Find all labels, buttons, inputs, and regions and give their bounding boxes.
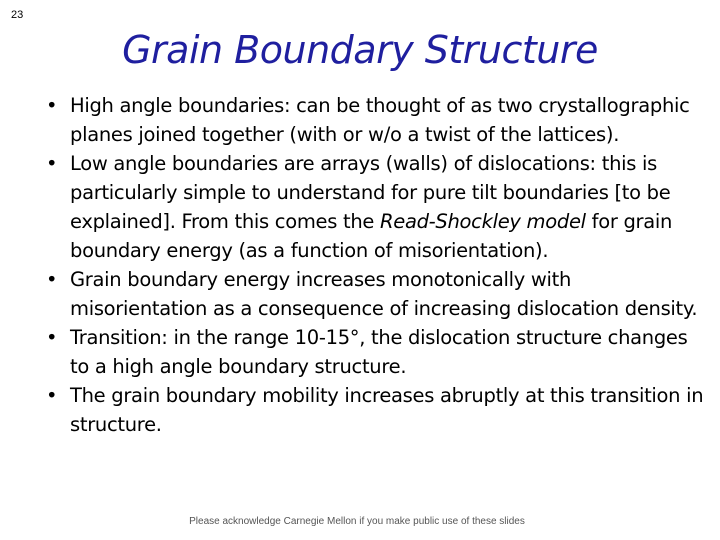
bullet-list	[44, 91, 704, 439]
bullet-text-post: for grain boundary energy (as a function of misorientation).	[70, 210, 673, 262]
slide-number: 23	[11, 9, 24, 21]
bullet-item	[44, 149, 704, 265]
slide-title: Grain Boundary Structure	[122, 28, 598, 72]
bullet-item	[44, 323, 704, 381]
bullet-text-emphasis: Read-Shockley model	[380, 210, 586, 233]
bullet-item	[44, 265, 704, 323]
bullet-item	[44, 381, 704, 439]
bullet-text: Transition: in the range 10-15°, the dislocation structure changes to a high angle boundary structure.	[70, 326, 688, 378]
bullet-text: High angle boundaries: can be thought of as two crystallographic planes joined together (with or w/o a twist of the lattices).	[70, 94, 690, 146]
bullet-text: Grain boundary energy increases monotonically with misorientation as a consequence of increasing dislocation density.	[70, 268, 698, 320]
bullet-item	[44, 91, 704, 149]
footer-note: Please acknowledge Carnegie Mellon if you make public use of these slides	[189, 516, 525, 527]
bullet-text: The grain boundary mobility increases abruptly at this transition in structure.	[70, 384, 704, 436]
bullet-text-pre: Low angle boundaries are arrays (walls) of dislocations: this is particularly simple to understand for pure tilt boundaries [to be explained]. From this comes the	[70, 152, 671, 233]
